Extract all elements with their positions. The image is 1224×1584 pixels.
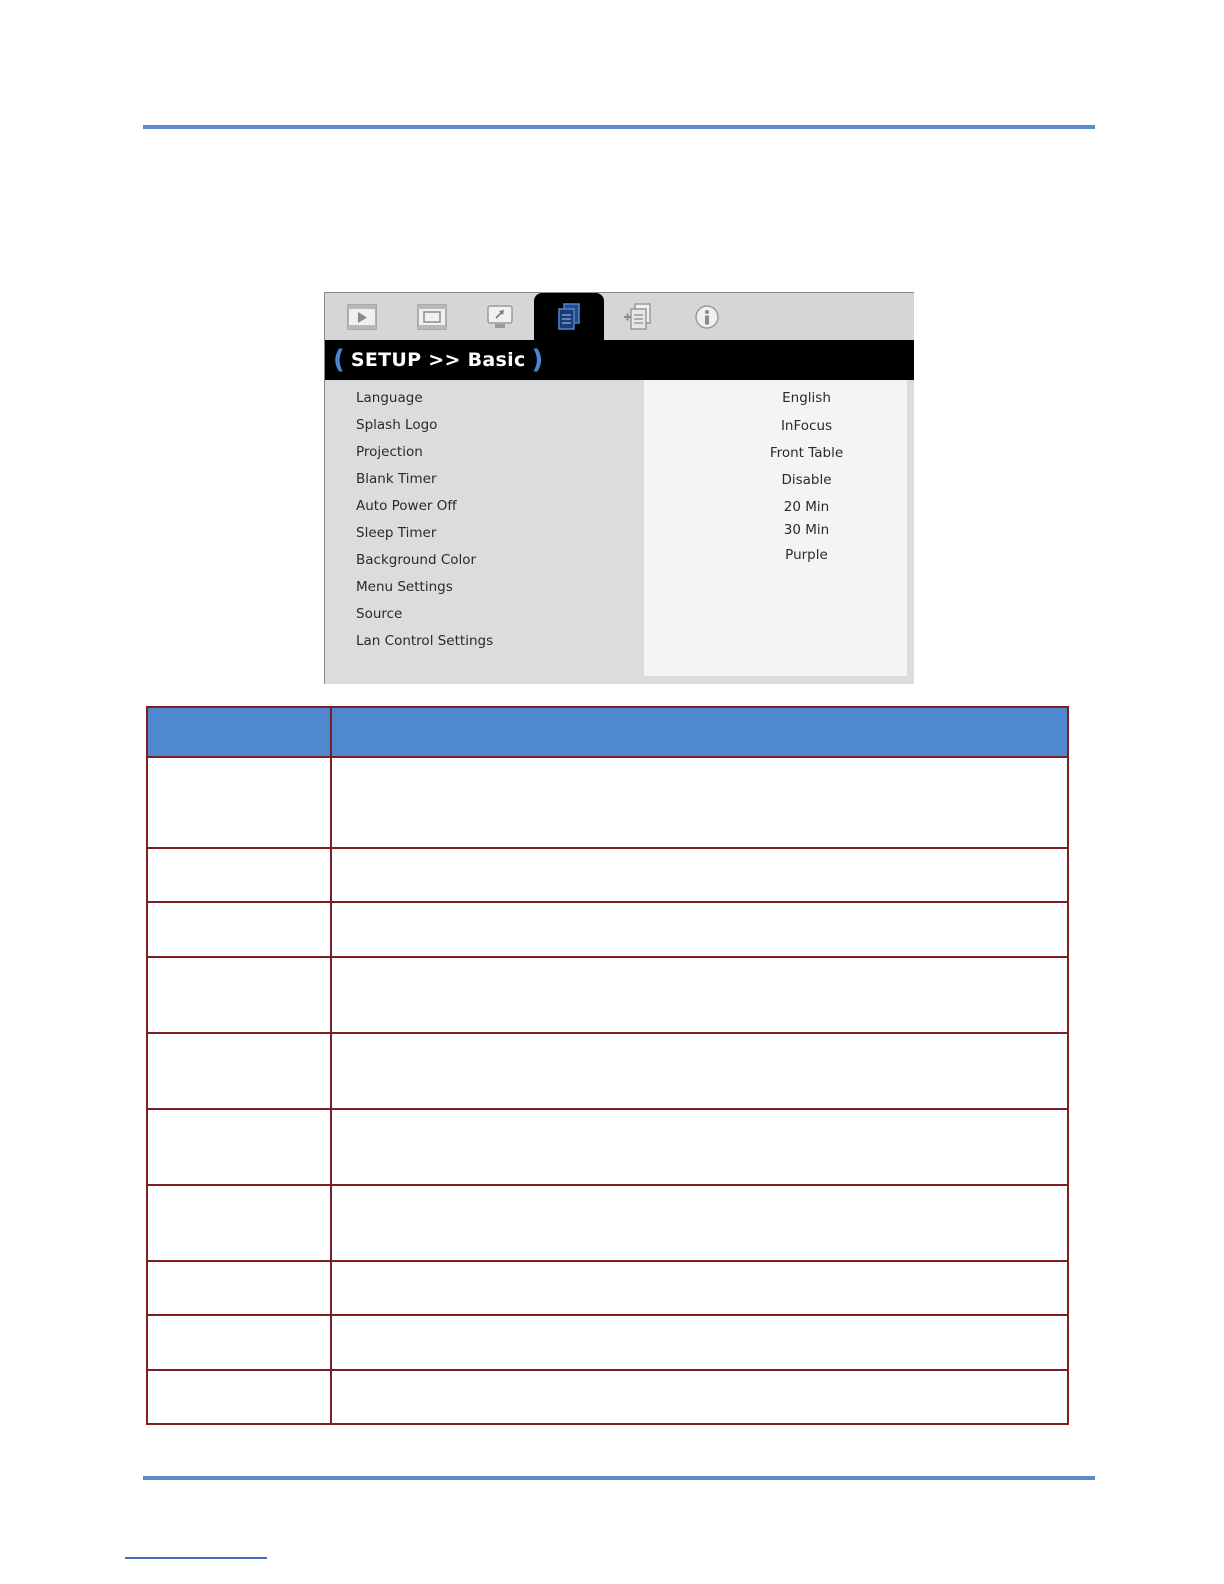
table-cell [147,1315,331,1370]
display-tab-icon [417,304,447,330]
table-cell [147,1185,331,1261]
table-row [147,1315,1068,1370]
value-language[interactable]: English [782,390,831,406]
setup-basic-tab-icon [556,303,582,331]
menu-item-background-color[interactable]: Background Color [356,552,477,568]
table-cell [147,848,331,902]
osd-tab-bar [325,293,914,340]
value-blank-timer[interactable]: Disable [781,472,832,488]
table-row [147,848,1068,902]
table-row [147,757,1068,848]
table-cell [331,848,1068,902]
value-sleep-timer[interactable]: 30 Min [783,522,830,538]
menu-values-panel [644,380,907,676]
menu-item-auto-power-off[interactable]: Auto Power Off [356,498,457,514]
value-background-color[interactable]: Purple [785,547,828,563]
table-row [147,1370,1068,1424]
image-tab-icon [347,304,377,330]
table-cell [147,902,331,957]
status-tab-icon [694,304,720,330]
table-cell [147,1370,331,1424]
table-cell [331,957,1068,1033]
table-header-description [331,707,1068,757]
table-cell [331,1109,1068,1185]
menu-item-source[interactable]: Source [356,606,403,622]
menu-item-lan-control-settings[interactable]: Lan Control Settings [356,633,494,649]
settings-description-table [146,706,1069,1425]
osd-menu-screenshot [324,292,914,684]
table-row [147,1109,1068,1185]
value-splash-logo[interactable]: InFocus [780,418,833,434]
menu-item-sleep-timer[interactable]: Sleep Timer [356,525,437,541]
osd-menu-title: SETUP >> Basic [350,349,526,371]
menu-item-menu-settings[interactable]: Menu Settings [356,579,453,595]
menu-item-projection[interactable]: Projection [356,444,423,460]
table-cell [147,1033,331,1109]
footer-rule [143,1476,1095,1480]
table-cell [331,1261,1068,1315]
image-tab[interactable] [327,293,397,340]
setup-advanced-tab-icon [623,303,655,331]
table-cell [147,1261,331,1315]
table-cell [147,757,331,848]
table-cell [147,957,331,1033]
table-cell [331,902,1068,957]
menu-labels-panel [325,380,643,684]
table-row [147,1033,1068,1109]
title-bracket-right: ) [531,345,544,375]
table-row [147,957,1068,1033]
menu-item-blank-timer[interactable]: Blank Timer [356,471,437,487]
table-cell [147,1109,331,1185]
table-cell [331,1370,1068,1424]
setup-advanced-tab[interactable] [604,293,674,340]
screen-tab-icon [486,304,514,330]
table-row [147,1261,1068,1315]
table-cell [331,1185,1068,1261]
status-tab[interactable] [672,293,742,340]
footer-link-underline[interactable] [125,1557,267,1559]
value-auto-power-off[interactable]: 20 Min [783,499,830,515]
menu-item-splash-logo[interactable]: Splash Logo [356,417,438,433]
table-row [147,1185,1068,1261]
setup-basic-tab[interactable] [534,293,604,340]
header-rule [143,125,1095,129]
table-header-item [147,707,331,757]
title-bracket-left: ( [333,345,345,375]
menu-item-language[interactable]: Language [356,390,423,406]
table-row [147,902,1068,957]
screen-tab[interactable] [465,293,535,340]
display-tab[interactable] [397,293,467,340]
table-header-row [147,707,1068,757]
table-cell [331,1033,1068,1109]
table-cell [331,1315,1068,1370]
osd-title-bar [325,340,914,380]
table-cell [331,757,1068,848]
value-projection[interactable]: Front Table [769,445,844,461]
